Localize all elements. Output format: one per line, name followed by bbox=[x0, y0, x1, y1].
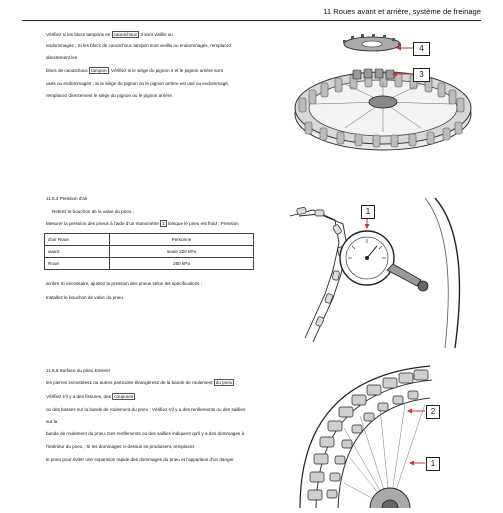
table-cell: avant bbox=[45, 246, 110, 258]
s3-line-6: l'intérieur du pneu ; Si les dommages ci-dessus se produisent, remplacez bbox=[46, 444, 195, 449]
s1-line-5: usés ou endommagés ; Si le siège du pignon ou le pignon arrière est usé ou endommagé, bbox=[46, 81, 230, 86]
s3-line-5: bande de roulement du pneu. Des renflements ou des saillies indiquent qu'il y a des dommages à bbox=[46, 431, 245, 436]
callout-1-tread: 1 bbox=[426, 457, 440, 471]
tire-tread-illustration bbox=[280, 358, 490, 508]
callout-1-gauge: 1 bbox=[361, 205, 375, 219]
s2-line-1: Retirez le bouchon de la valve du pneu ; bbox=[52, 209, 134, 214]
page-title: 11 Roues avant et arrière, système de freinage bbox=[323, 7, 481, 16]
s1-line-4: blocs de caoutchouc tampon . Vérifiez si le siège du pignon 4 et le pignon arrière sont bbox=[46, 68, 223, 73]
table-cell: Roue bbox=[45, 258, 110, 270]
table-row bbox=[45, 258, 254, 270]
table-row bbox=[45, 234, 254, 246]
tire-pressure-table bbox=[44, 233, 254, 270]
rear-wheel-hub-illustration bbox=[275, 22, 485, 157]
s2-boxed-num: 1 bbox=[162, 221, 165, 226]
s3-boxed-word-2: coupures bbox=[114, 394, 134, 399]
table-row bbox=[45, 246, 254, 258]
s2-after-2: Installez le bouchon de valve du pneu. bbox=[46, 295, 125, 300]
table-cell: Personne bbox=[110, 234, 254, 246]
s3-line-2: Vérifiez s'il y a des fissures, des coupures bbox=[46, 394, 134, 399]
s2-heading: 11.6.4 Pression d'air bbox=[46, 196, 88, 201]
s1-boxed-word: caoutchouc bbox=[113, 32, 138, 37]
s3-line-4: sur la bbox=[46, 419, 58, 424]
callout-4: 4 bbox=[413, 42, 430, 56]
s3-line-3: ou des bosses sur la bande de roulement du pneu ; Vérifiez s'il y a des renflements ou des saillies bbox=[46, 407, 246, 412]
s1-boxed-word-2: tampon bbox=[91, 68, 107, 73]
s3-line-7: le pneu pour éviter une expansion rapide des dommages du pneu et l'apparition d'un danger. bbox=[46, 457, 235, 462]
page-header bbox=[22, 6, 481, 21]
s2-after-1: arrière Si nécessaire, ajustez la pression des pneus selon les spécifications ; bbox=[46, 281, 203, 286]
s3-boxed-word: du pneu bbox=[215, 380, 233, 385]
s1-line-6: remplacez directement le siège du pignon ou le pignon arrière. bbox=[46, 93, 174, 98]
s1-line-2: endommagés ; Si les blocs de caoutchouc tampon sont vieillis ou endommagés, remplacez bbox=[46, 43, 232, 48]
s3-line-1: les pierres incrustées1 ou autres particules étrangères2 de la bande de roulement du pneu ; bbox=[46, 380, 237, 385]
s1-line-3: directement les bbox=[46, 55, 78, 60]
table-cell: d'air Roue bbox=[45, 234, 110, 246]
table-cell: 250 kPa bbox=[110, 258, 254, 270]
s3-heading: 11.6.5 Surface du pneu Enlever bbox=[46, 368, 111, 373]
callout-3: 3 bbox=[413, 68, 430, 82]
s2-line-2: Mesurer la pression des pneus à l'aide d'un manomètre 1 lorsque le pneu est froid ; Pression bbox=[46, 221, 239, 226]
table-cell: seule 220 kPa bbox=[110, 246, 254, 258]
callout-2: 2 bbox=[426, 405, 440, 419]
s1-line-1: Vérifiez si les blocs tampons en caoutchouc 3 sont vieillis ou bbox=[46, 32, 173, 37]
pressure-gauge-illustration bbox=[285, 198, 485, 348]
